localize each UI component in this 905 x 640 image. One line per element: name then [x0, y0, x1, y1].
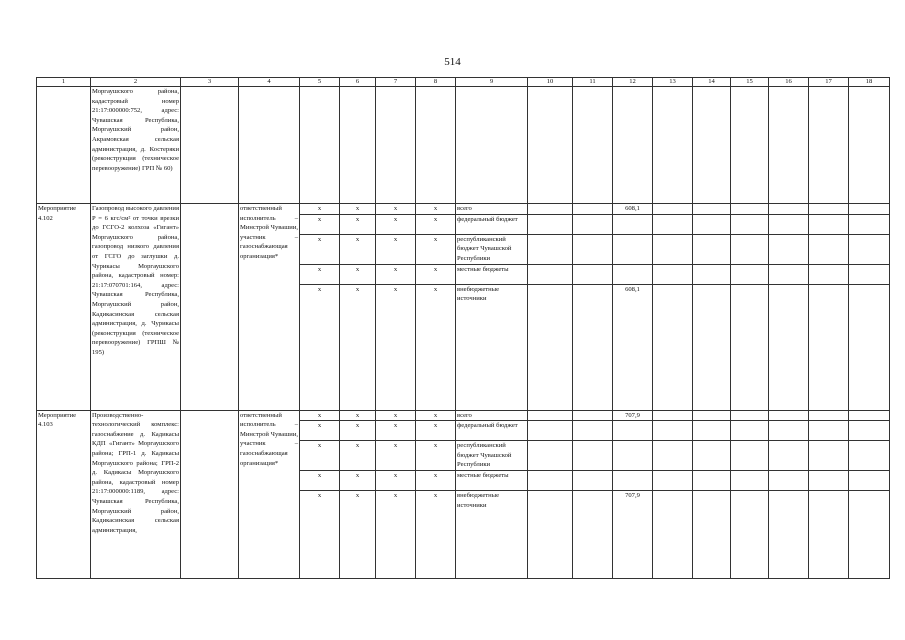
col-header: 7 [376, 78, 416, 87]
table-row: Мероприятие 4.103 Производственно-технологический комплекс: газоснабжение д. Кадикасы КДП «Гигант» Моргаушского района; ГРП-1 д. Кадикасы Моргаушского района; ГРП-2 д. Кадикасы Моргаушского района, кадастровый номер 21:17:000000:1189, адрес: Чувашская Республика, Моргаушский район, Кадикасинская сельская администрация, ответственный исполнитель – Минстрой Чувашии, участник – газоснабжающая организация* х х х х всего 707,9 [37, 410, 890, 421]
table-row: х х х х внебюджетные источники 707,9 [37, 491, 890, 579]
funding-source: республиканский бюджет Чувашской Республики [456, 234, 528, 264]
amount [613, 471, 653, 491]
funding-source: внебюджетные источники [456, 284, 528, 410]
event-description: Газопровод высокого давления Р = 6 кгс/см² от точки врезки до ГСГО-2 колхоза «Гигант» Моргаушского района, газопровод низкого давления от ГСГО до заглушки д. Чурикасы Моргаушского района, кадастровый номер: 21:17:070701:164, адрес: Чувашская Республика, Моргаушский район, Кадикасинская сельская администрация, д. Чурикасы (реконструкция (техническое перевооружение) ГРПШ № 195) [91, 204, 181, 411]
funding-source: местные бюджеты [456, 471, 528, 491]
amount [613, 214, 653, 234]
header-row [37, 78, 890, 87]
funding-source: всего [456, 204, 528, 215]
table-row: х х х х местные бюджеты [37, 471, 890, 491]
table-row: х х х х республиканский бюджет Чувашской Республики [37, 234, 890, 264]
col-header: 1 [37, 78, 91, 87]
event-id: Мероприятие 4.103 [37, 410, 91, 579]
event-id: Мероприятие 4.102 [37, 204, 91, 411]
col-header: 12 [613, 78, 653, 87]
table-row: х х х х федеральный бюджет [37, 214, 890, 234]
amount: 707,9 [613, 491, 653, 579]
col-header: 6 [340, 78, 376, 87]
col-header: 11 [573, 78, 613, 87]
funding-source: местные бюджеты [456, 264, 528, 284]
event-responsible: ответственный исполнитель – Минстрой Чувашии, участник – газоснабжающая организация* [239, 204, 300, 411]
table-row: х х х х местные бюджеты [37, 264, 890, 284]
table-row: х х х х федеральный бюджет [37, 421, 890, 441]
col-header: 17 [809, 78, 849, 87]
table-row: Мероприятие 4.102 Газопровод высокого давления Р = 6 кгс/см² от точки врезки до ГСГО-2 колхоза «Гигант» Моргаушского района, газопровод низкого давления от ГСГО до заглушки д. Чурикасы Моргаушского района, кадастровый номер: 21:17:070701:164, адрес: Чувашская Республика, Моргаушский район, Кадикасинская сельская администрация, д. Чурикасы (реконструкция (техническое перевооружение) ГРПШ № 195) ответственный исполнитель – Минстрой Чувашии, участник – газоснабжающая организация* х х х х всего 608,1 [37, 204, 890, 215]
funding-source: федеральный бюджет [456, 421, 528, 441]
amount [613, 264, 653, 284]
continuation-description: Моргаушского района, кадастровый номер 21:17:000000:752, адрес: Чувашская Республика, Моргаушский район, Акрамовская сельская администрация, д. Костеряки (реконструкция (техническое перевооружение) ГРП № 60) [91, 87, 181, 204]
amount [613, 441, 653, 471]
program-table [36, 77, 890, 579]
col-header: 10 [528, 78, 573, 87]
table-row: х х х х внебюджетные источники 608,1 [37, 284, 890, 410]
amount [613, 421, 653, 441]
funding-source: федеральный бюджет [456, 214, 528, 234]
col-header: 14 [693, 78, 731, 87]
event-description: Производственно-технологический комплекс: газоснабжение д. Кадикасы КДП «Гигант» Моргаушского района; ГРП-1 д. Кадикасы Моргаушского района; ГРП-2 д. Кадикасы Моргаушского района, кадастровый номер 21:17:000000:1189, адрес: Чувашская Республика, Моргаушский район, Кадикасинская сельская администрация, [91, 410, 181, 579]
funding-source: всего [456, 410, 528, 421]
col-header: 2 [91, 78, 181, 87]
col-header: 15 [731, 78, 769, 87]
col-header: 9 [456, 78, 528, 87]
col-header: 8 [416, 78, 456, 87]
col-header: 5 [300, 78, 340, 87]
col-header: 3 [181, 78, 239, 87]
amount [613, 234, 653, 264]
page-number: 514 [444, 56, 461, 68]
funding-source: республиканский бюджет Чувашской Республики [456, 441, 528, 471]
col-header: 4 [239, 78, 300, 87]
table-row: х х х х республиканский бюджет Чувашской Республики [37, 441, 890, 471]
col-header: 16 [769, 78, 809, 87]
amount: 608,1 [613, 204, 653, 215]
amount: 608,1 [613, 284, 653, 410]
continuation-row [37, 87, 890, 204]
col-header: 18 [849, 78, 890, 87]
amount: 707,9 [613, 410, 653, 421]
funding-source: внебюджетные источники [456, 491, 528, 579]
event-responsible: ответственный исполнитель – Минстрой Чувашии, участник – газоснабжающая организация* [239, 410, 300, 579]
col-header: 13 [653, 78, 693, 87]
